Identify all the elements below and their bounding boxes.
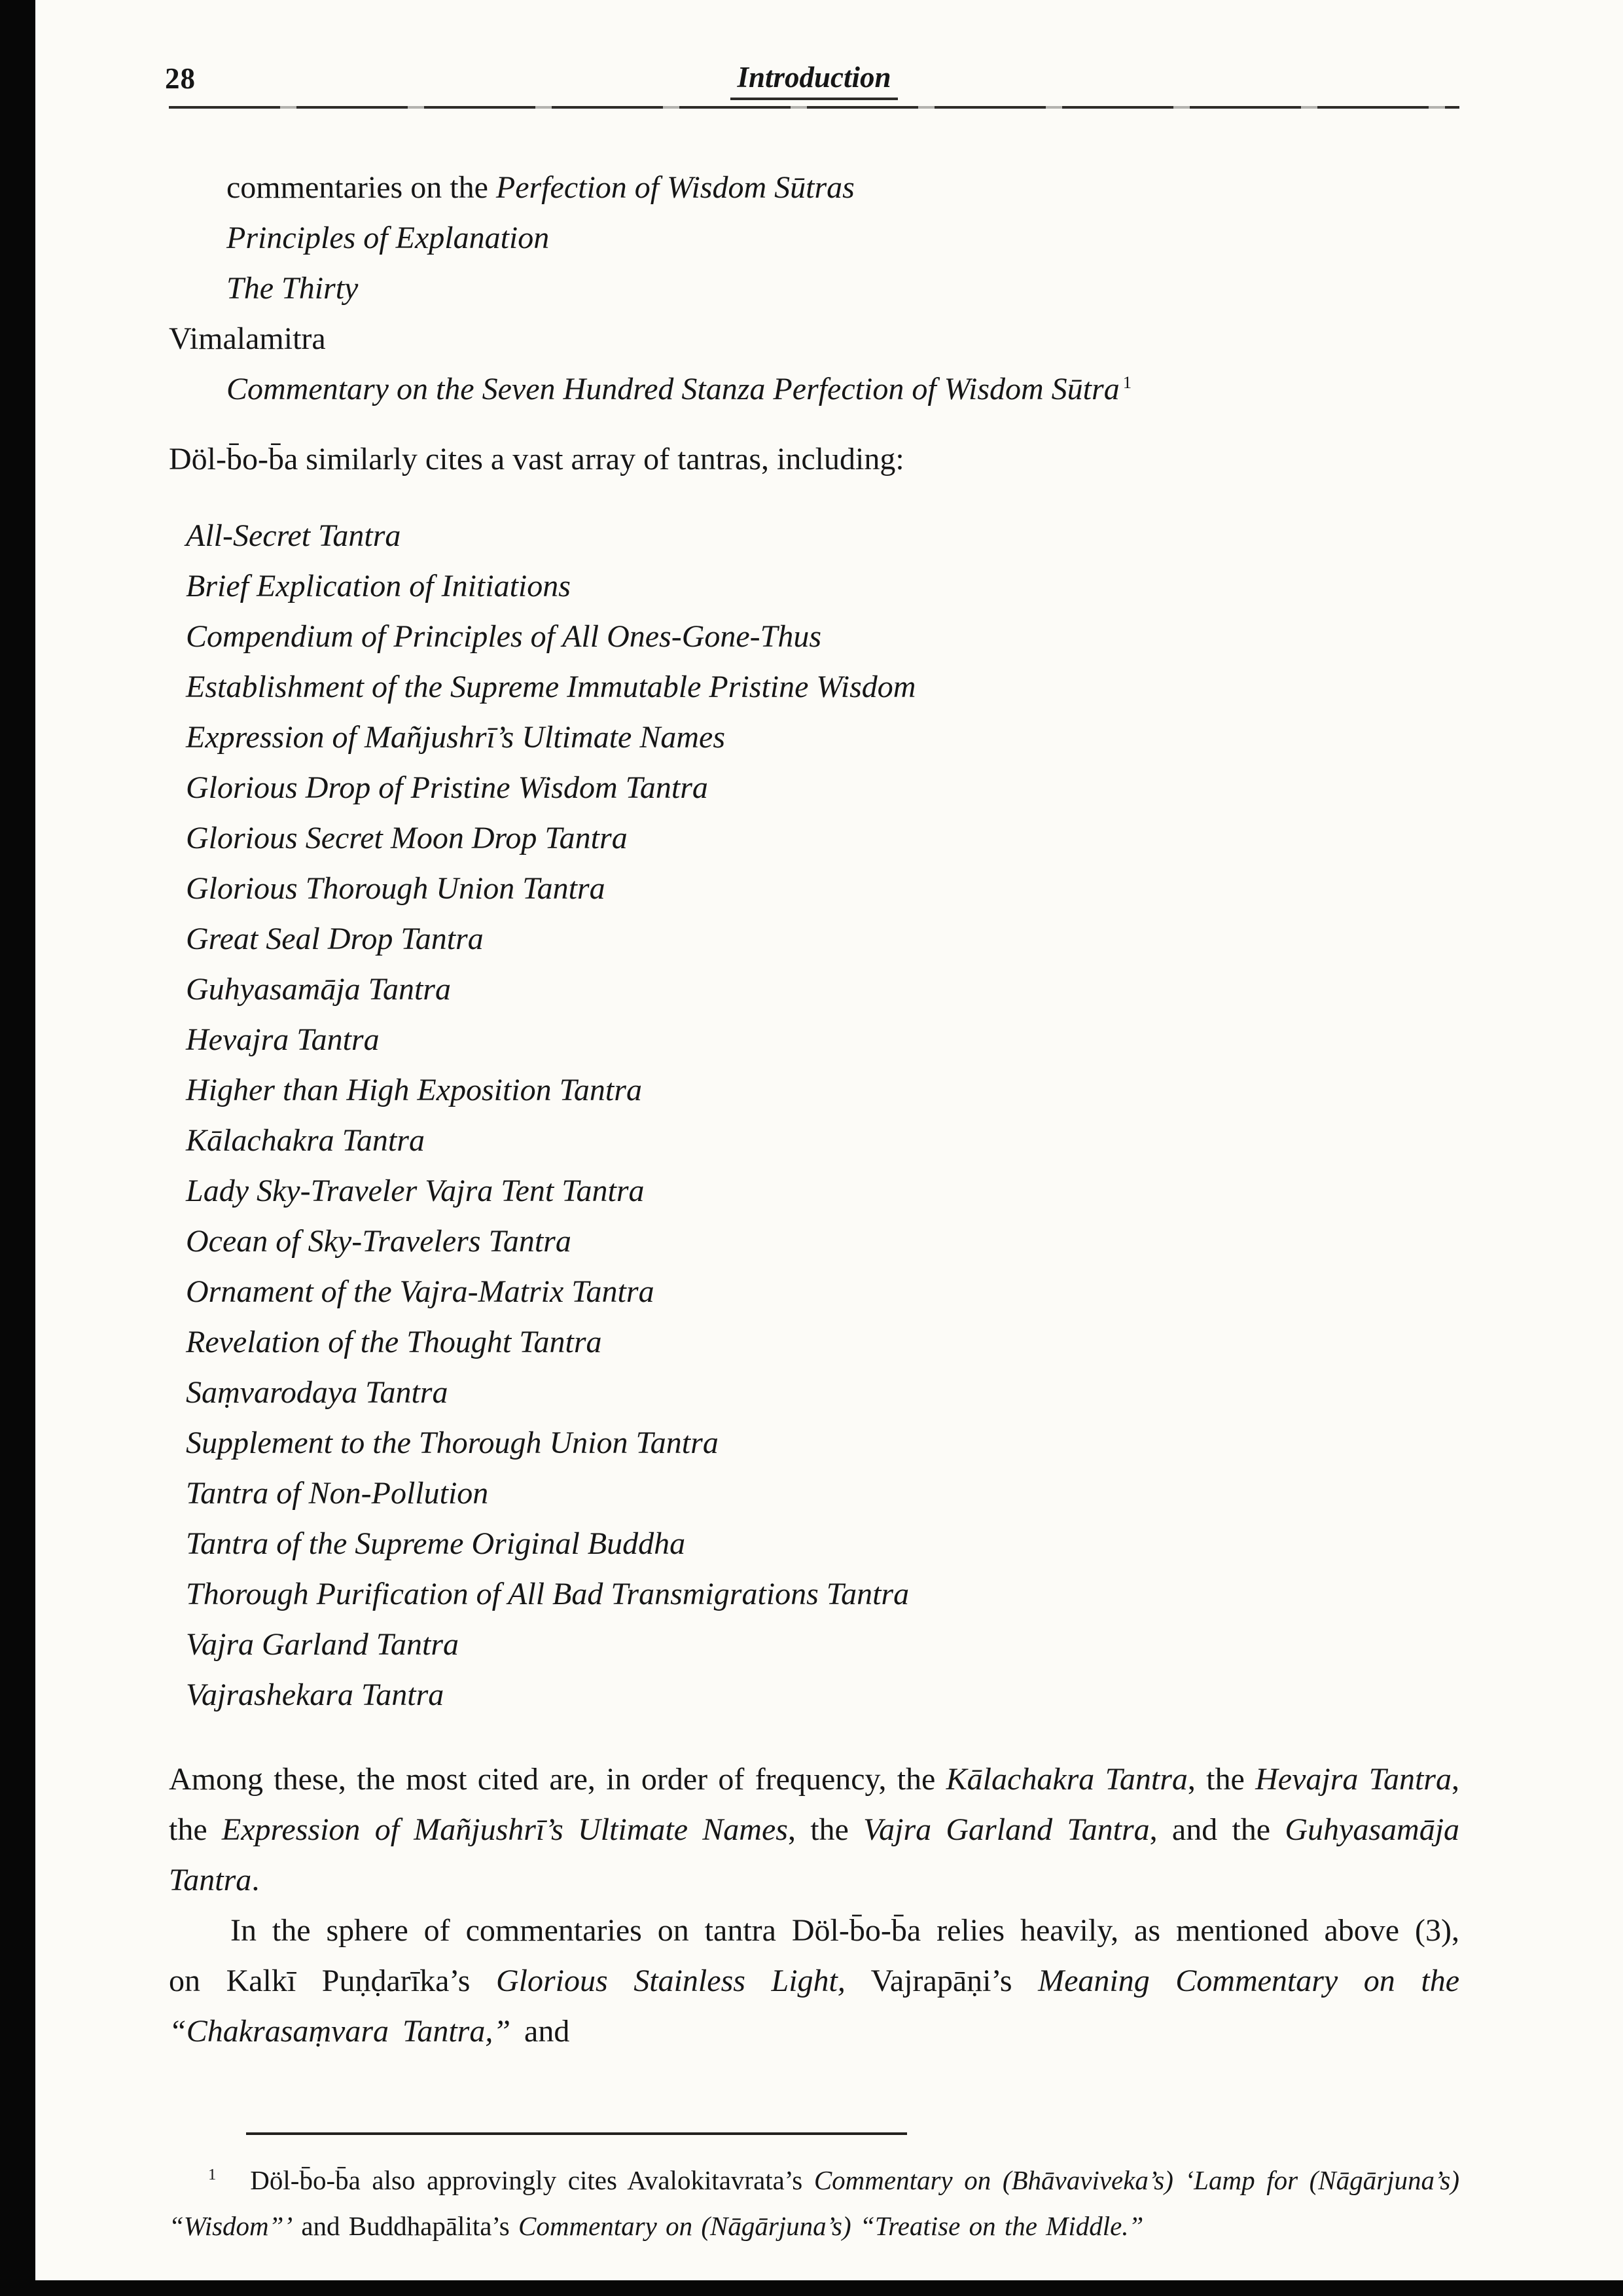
text-segment: Guhyasamāja Tantra <box>169 1812 1460 1897</box>
page-number: 28 <box>165 62 196 95</box>
text-segment: , and the <box>1149 1812 1285 1847</box>
tantra-list-item: Thorough Purification of All Bad Transmigrations Tantra <box>186 1577 910 1611</box>
text-segment: Commentary on (Nāgārjuna’s) “Treatise on the Middle.” <box>518 2211 1144 2241</box>
tantra-list-item: Ocean of Sky-Travelers Tantra <box>186 1224 571 1259</box>
tantra-list-item: Great Seal Drop Tantra <box>186 922 484 956</box>
text-segment: and <box>510 2014 570 2049</box>
tantra-list-item: Ornament of the Vajra-Matrix Tantra <box>186 1274 654 1309</box>
text-segment: Meaning Commentary on the “Chakrasaṃvara Tantra,” <box>169 1964 1460 2049</box>
text-segment: Glorious Stainless Light, <box>496 1964 846 1998</box>
text-segment: Döl-b̄o-b̄a also approvingly cites Avalokitavrata’s <box>250 2165 814 2195</box>
text-segment: Hevajra Tantra <box>1255 1762 1452 1797</box>
tantra-list-item: Glorious Drop of Pristine Wisdom Tantra <box>186 770 708 805</box>
tantra-list <box>186 511 1459 1720</box>
tantra-list-item: Glorious Thorough Union Tantra <box>186 871 605 906</box>
tantra-list-item: Supplement to the Thorough Union Tantra <box>186 1426 719 1460</box>
intro-paragraph: Döl-b̄o-b̄a similarly cites a vast array of tantras, including: <box>169 442 904 476</box>
work-title: Commentary on the Seven Hundred Stanza Perfection of Wisdom Sūtra <box>226 372 1120 406</box>
tantra-list-item: Higher than High Exposition Tantra <box>186 1073 642 1107</box>
plain-text: commentaries on the <box>226 170 496 205</box>
tantra-list-item: Establishment of the Supreme Immutable Pristine Wisdom <box>186 670 916 704</box>
header-rule <box>169 106 1459 109</box>
page-header <box>165 60 1459 101</box>
text-segment: Commentary on (Bhāvaviveka’s) ‘Lamp for (Nāgārjuna’s) “Wisdom”’ <box>169 2165 1459 2241</box>
tantra-list-item: Kālachakra Tantra <box>186 1123 425 1158</box>
footnote-reference: 1 <box>1122 372 1132 392</box>
work-line: Principles of Explanation <box>226 221 550 255</box>
tantra-list-item: Tantra of Non-Pollution <box>186 1476 489 1511</box>
text-segment: Among these, the most cited are, in order of frequency, the <box>169 1762 946 1797</box>
tantra-list-item: Guhyasamāja Tantra <box>186 972 451 1007</box>
work-line <box>226 364 1459 414</box>
tantra-list-item: Compendium of Principles of All Ones-Gone-Thus <box>186 619 822 654</box>
footnote-body <box>169 2165 1459 2241</box>
tantra-list-item: Revelation of the Thought Tantra <box>186 1325 602 1359</box>
running-title-wrap <box>169 60 1459 100</box>
text-segment: , the <box>787 1812 864 1847</box>
tantra-list-item: Glorious Secret Moon Drop Tantra <box>186 821 628 855</box>
footnote-rule <box>246 2132 907 2135</box>
tantra-list-item: Hevajra Tantra <box>186 1022 380 1057</box>
text-segment: In the sphere of commentaries on tantra Döl-b̄o-b̄a relies heavily, as mentioned above (3), on Kalkī Puṇḍarīka’s <box>169 1913 1459 1998</box>
tantra-list-item: Tantra of the Supreme Original Buddha <box>186 1526 686 1561</box>
text-segment: Kālachakra Tantra <box>946 1762 1188 1797</box>
text-segment: , the <box>169 1762 1459 1847</box>
work-line: The Thirty <box>226 271 359 306</box>
tantra-list-item: Vajra Garland Tantra <box>186 1627 459 1662</box>
text-segment: Expression of Mañjushrī’s Ultimate Names <box>221 1812 788 1847</box>
footnote-mark: 1 <box>208 2166 217 2184</box>
tantra-list-item: Vajrashekara Tantra <box>186 1677 444 1712</box>
text-segment: Vajra Garland Tantra <box>863 1812 1150 1847</box>
frequency-paragraph <box>169 1754 1459 1905</box>
tantra-list-item: Brief Explication of Initiations <box>186 569 571 603</box>
cited-works-block <box>169 162 1459 414</box>
text-segment: and Buddhapālita’s <box>293 2211 519 2241</box>
text-segment: , the <box>1187 1762 1256 1797</box>
tantra-list-item: Saṃvarodaya Tantra <box>186 1375 448 1410</box>
text-segment: . <box>251 1863 260 1897</box>
commentaries-paragraph <box>169 1905 1459 2056</box>
footnote <box>169 2157 1459 2249</box>
running-title: Introduction <box>730 60 897 100</box>
work-title: Perfection of Wisdom Sūtras <box>495 170 855 205</box>
author-name: Vimalamitra <box>169 321 326 356</box>
work-line <box>226 162 1459 213</box>
tantra-list-item: Expression of Mañjushrī’s Ultimate Names <box>186 720 725 755</box>
tantra-list-item: All-Secret Tantra <box>186 518 401 553</box>
tantra-list-item: Lady Sky-Traveler Vajra Tent Tantra <box>186 1174 645 1208</box>
text-segment: Vajrapāṇi’s <box>845 1964 1039 1998</box>
